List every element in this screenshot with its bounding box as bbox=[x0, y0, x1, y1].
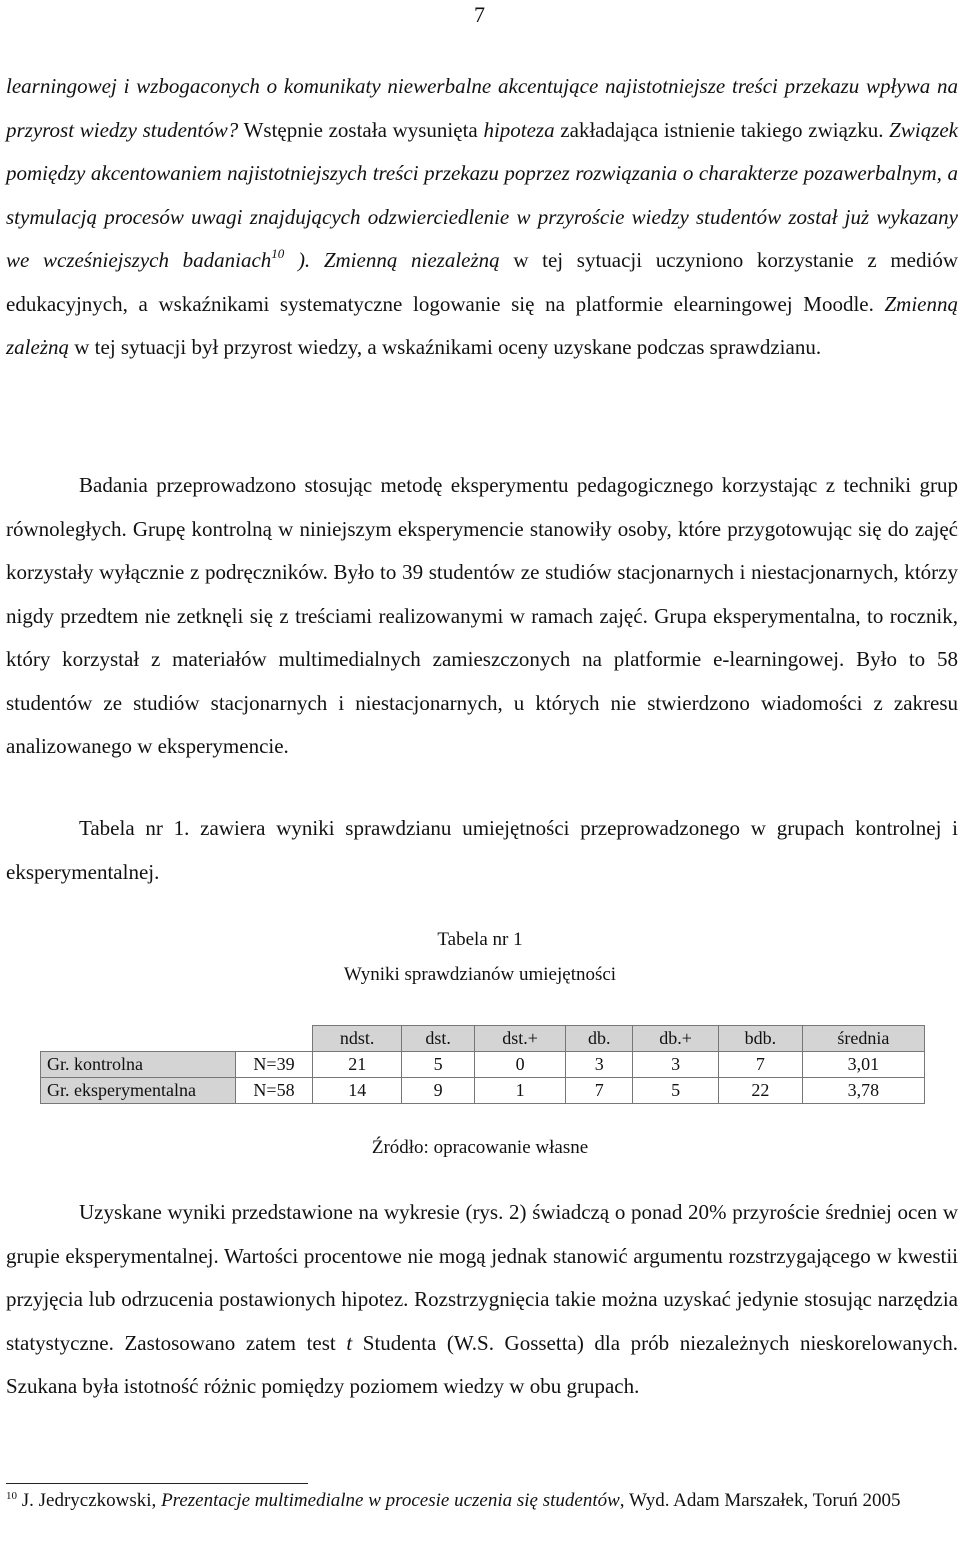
text: Studenta (W.S. Gossetta) dla prób niezależnych nieskorelowanych. Szukana była istotność różnic pomiędzy poziomem wiedzy w obu grupach. bbox=[6, 1330, 958, 1398]
header-cell: bdb. bbox=[719, 1026, 803, 1052]
table-source: Źródło: opracowanie własne bbox=[371, 1137, 589, 1158]
table-cell: 3 bbox=[566, 1052, 633, 1078]
header-cell: dst. bbox=[402, 1026, 474, 1052]
footnote bbox=[6, 1488, 958, 1514]
table-cell: 0 bbox=[474, 1052, 566, 1078]
italic-text: hipoteza bbox=[483, 117, 555, 142]
paragraph-table-intro bbox=[6, 807, 958, 894]
text: Tabela nr 1. zawiera wyniki sprawdzianu umiejętności przeprowadzonego w grupach kontrolnej i eksperymentalnej. bbox=[6, 816, 958, 884]
results-table bbox=[40, 1025, 925, 1104]
table-cell: 5 bbox=[633, 1078, 719, 1104]
italic-text: ). Zmienną niezależną bbox=[284, 248, 500, 272]
table-cell: 3,01 bbox=[802, 1052, 924, 1078]
table-cell: 3 bbox=[633, 1052, 719, 1078]
italic-text: t bbox=[346, 1330, 353, 1355]
paragraph-hypothesis bbox=[6, 65, 958, 370]
count-cell: N=58 bbox=[236, 1078, 313, 1104]
text: w tej sytuacji był przyrost wiedzy, a wskaźnikami oceny uzyskane podczas sprawdzianu. bbox=[69, 335, 822, 359]
table-row bbox=[41, 1052, 925, 1078]
count-cell: N=39 bbox=[236, 1052, 313, 1078]
table-row bbox=[41, 1078, 925, 1104]
table-cell: 7 bbox=[719, 1052, 803, 1078]
group-cell: Gr. kontrolna bbox=[41, 1052, 236, 1078]
table-cell: 1 bbox=[474, 1078, 566, 1104]
footnote-ref: 10 bbox=[271, 246, 285, 261]
footnote-divider bbox=[6, 1483, 308, 1484]
page-number: 7 bbox=[474, 2, 485, 27]
table-cell: 7 bbox=[566, 1078, 633, 1104]
text: w tej sytuacji uczyniono korzystanie z mediów edukacyjnych, a wskaźnikami systematyczne logowanie się na platformie elearningowej Moodle. bbox=[6, 248, 958, 316]
text: zakładająca istnienie takiego związku. bbox=[554, 117, 890, 142]
italic-text: Zmienną zależną bbox=[6, 291, 958, 359]
text: Wstępnie została wysunięta bbox=[238, 117, 484, 142]
header-cell: średnia bbox=[802, 1026, 924, 1052]
paragraph-method bbox=[6, 464, 958, 769]
table-cell: 21 bbox=[313, 1052, 402, 1078]
header-cell: dst.+ bbox=[474, 1026, 566, 1052]
header-cell: db. bbox=[566, 1026, 633, 1052]
paragraph-results bbox=[6, 1191, 958, 1409]
table-number: Tabela nr 1 bbox=[437, 929, 523, 950]
text: , Wyd. Adam Marszałek, Toruń 2005 bbox=[619, 1490, 901, 1511]
table-title: Wyniki sprawdzianów umiejętności bbox=[343, 964, 617, 985]
header-cell: ndst. bbox=[313, 1026, 402, 1052]
text: Uzyskane wyniki przedstawione na wykresie (rys. 2) świadczą o ponad 20% przyroście średniej ocen w grupie eksperymentalnej. Wartości procentowe nie mogą jednak stanowić argumentu rozstrzygającego w kwestii przyjęcia lub odrzucenia postawionych hipotez. Rozstrzygnięcia takie można uzyskać jedynie stosując narzędzia statystyczne. Zastosowano zatem test bbox=[6, 1200, 958, 1355]
group-cell: Gr. eksperymentalna bbox=[41, 1078, 236, 1104]
italic-text: learningowej i wzbogaconych o komunikaty niewerbalne akcentujące najistotniejsze treści przekazu wpływa na przyrost wiedzy studentów? bbox=[6, 74, 958, 142]
table-cell: 5 bbox=[402, 1052, 474, 1078]
footnote-number: 10 bbox=[6, 1490, 17, 1502]
italic-text: Związek pomiędzy akcentowaniem najistotniejszych treści przekazu poprzez rozwiązania o charakterze pozawerbalnym, a stymulacją procesów uwagi znajdujących odzwierciedlenie w przyroście wiedzy studentów został już wykazany we wcześniejszych badaniach bbox=[6, 117, 959, 272]
table-cell: 3,78 bbox=[802, 1078, 924, 1104]
text: Badania przeprowadzono stosując metodę eksperymentu pedagogicznego korzystając z techniki grup równoległych. Grupę kontrolną w niniejszym eksperymencie stanowiły osoby, które przygotowując się do zajęć korzystały wyłącznie z podręczników. Było to 39 studentów ze studiów stacjonarnych i niestacjonarnych, którzy nigdy przedtem nie zetknęli się z treściami realizowanymi w ramach zajęć. Grupa eksperymentalna, to rocznik, który korzystał z materiałów multimedialnych zamieszczonych na platformie e-learningowej. Było to 58 studentów ze studiów stacjonarnych i niestacjonarnych, u których nie stwierdzono wiadomości z zakresu analizowanego w eksperymencie. bbox=[6, 473, 958, 758]
italic-text: Prezentacje multimedialne w procesie uczenia się studentów bbox=[161, 1490, 620, 1511]
table-cell: 9 bbox=[402, 1078, 474, 1104]
text: J. Jedryczkowski, bbox=[17, 1490, 162, 1511]
table-cell: 22 bbox=[719, 1078, 803, 1104]
table-cell: 14 bbox=[313, 1078, 402, 1104]
table-header-row bbox=[41, 1026, 925, 1052]
header-cell: db.+ bbox=[633, 1026, 719, 1052]
